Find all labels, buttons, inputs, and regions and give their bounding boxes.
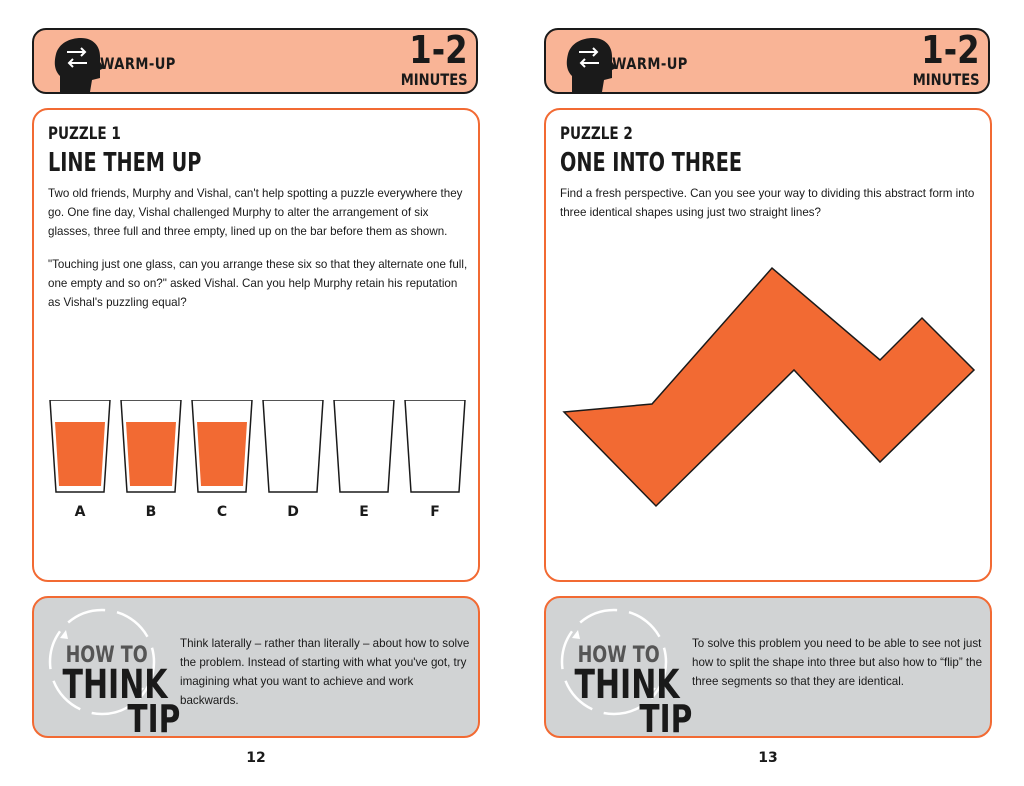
page-number: 12 [246, 750, 266, 766]
logo-how-to: HOW TO [65, 642, 148, 668]
head-arrows-icon [562, 36, 618, 94]
how-to-think-tip-logo [40, 602, 180, 736]
glass-f [405, 400, 465, 520]
time-unit: MINUTES [913, 70, 980, 89]
liquid [197, 422, 247, 486]
logo-tip: TIP [127, 697, 180, 736]
puzzle-card [32, 108, 480, 582]
zigzag-shape [564, 268, 974, 506]
section-label: WARM-UP [100, 54, 176, 73]
glass-label: C [216, 504, 228, 520]
puzzle-card [544, 108, 992, 582]
glass-label: B [145, 504, 157, 520]
puzzle-text [48, 184, 468, 326]
section-label: WARM-UP [612, 54, 688, 73]
how-to-think-tip [544, 596, 992, 738]
glass-b [121, 400, 181, 520]
glass-label: A [74, 504, 86, 520]
puzzle-paragraph: Find a fresh perspective. Can you see your way to dividing this abstract form into three identical shapes using just two straight lines? [560, 187, 975, 219]
logo-think: THINK [574, 661, 680, 709]
how-to-think-tip [32, 596, 480, 738]
abstract-shape-illustration [546, 110, 990, 580]
puzzle-number: PUZZLE 2 [560, 124, 633, 144]
tip-text: Think laterally – rather than literally – about how to solve the problem. Instead of starting with what you've got, try imagining what you want to achieve and work backwards. [180, 637, 470, 707]
tip-text: To solve this problem you need to be able to see not just how to split the shape into three but also how to “flip” the three segments so that they are identical. [692, 637, 983, 688]
how-to-think-tip-logo [552, 602, 692, 736]
glass-c [192, 400, 252, 520]
puzzle-title: ONE INTO THREE [560, 148, 743, 178]
glass-outline [263, 400, 323, 492]
logo-think: THINK [62, 661, 168, 709]
puzzle-number: PUZZLE 1 [48, 124, 121, 144]
page-number: 13 [758, 750, 778, 766]
section-header [544, 28, 990, 94]
puzzle-paragraph: "Touching just one glass, can you arrange these six so that they alternate one full, one empty and so on?" asked Vishal. Can you help Murphy retain his reputation as Vishal's puzzling equal? [48, 258, 468, 309]
glass-a [50, 400, 110, 520]
head-arrows-icon [50, 36, 106, 94]
time-range: 1-2 [409, 28, 468, 72]
glass-label: D [287, 504, 299, 520]
puzzle-paragraph: Two old friends, Murphy and Vishal, can't help spotting a puzzle everywhere they go. One fine day, Vishal challenged Murphy to alter the arrangement of six glasses, three full and three empty, lined up on the bar before them as shown. [48, 187, 463, 238]
section-header [32, 28, 478, 94]
time-unit: MINUTES [401, 70, 468, 89]
glass-outline [334, 400, 394, 492]
glass-label: F [430, 504, 440, 520]
liquid [55, 422, 105, 486]
glass-label: E [359, 504, 369, 520]
logo-tip: TIP [639, 697, 692, 736]
logo-how-to: HOW TO [577, 642, 660, 668]
liquid [126, 422, 176, 486]
puzzle-title: LINE THEM UP [48, 148, 202, 178]
glasses-illustration [48, 400, 478, 530]
time-range: 1-2 [921, 28, 980, 72]
right-page [512, 0, 1024, 786]
glass-outline [405, 400, 465, 492]
glass-e [334, 400, 394, 520]
glass-d [263, 400, 323, 520]
